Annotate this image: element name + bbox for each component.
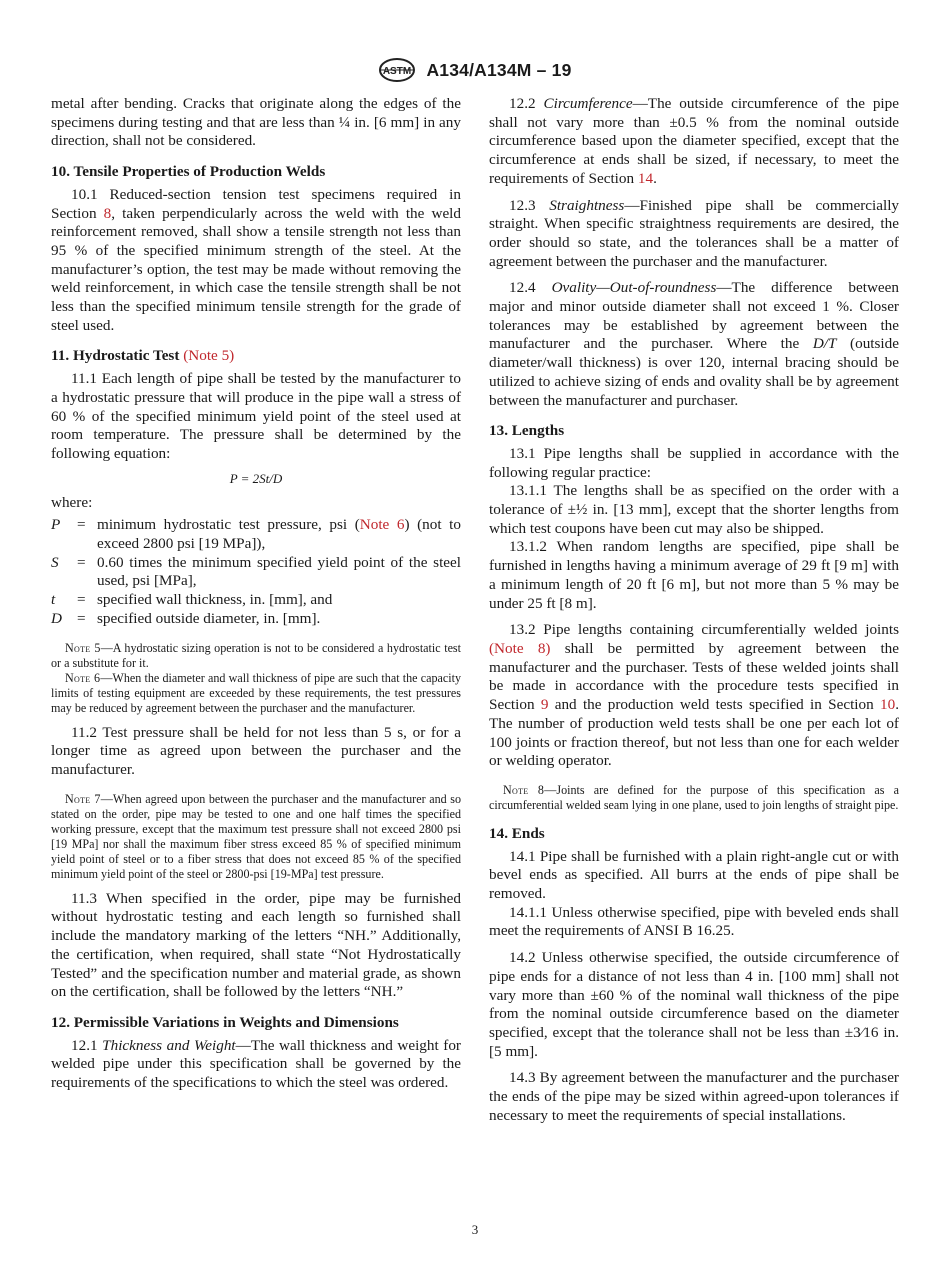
section-10-link[interactable]: 10 [880,696,896,714]
definition-s: S = 0.60 times the minimum specified yield point of the steel used, psi [MPa], [51,553,461,590]
paragraph-14-2: 14.2 Unless otherwise specified, the outside circumference of pipe ends for a distance of not less than 4 in. [100 mm] shall not vary more than ±60 % of the nominal wall thickness of the pipe from the nominal outside circumference based on the diameter specified, except that the tolerance shall not be less than ±3⁄16 in. [5 mm]. [489,949,899,1060]
paragraph-14-1-1: 14.1.1 Unless otherwise specified, pipe with beveled ends shall meet the requirements of ANSI B 16.25. [489,903,899,940]
section-8-link[interactable]: 8 [103,204,112,222]
left-column [51,95,461,1093]
section-11-heading: 11. Hydrostatic Test (Note 5) [51,347,235,365]
note-8-link[interactable]: (Note 8) [489,639,551,657]
definitions-list [51,516,461,628]
definition-t: t = specified wall thickness, in. [mm], and [51,591,333,609]
paragraph-12-3: 12.3 Straightness—Finished pipe shall be commercially straight. When specific straightness requirements are desired, the order should so state, and the tolerances shall be a matter of agreement between the purchaser and the manufacturer. [489,196,900,270]
page-number: 3 [471,1222,479,1237]
continued-paragraph: metal after bending. Cracks that originate along the edges of the specimens during testing and that are less than ¼ in. [6 mm] in any direction, shall not be considered. [51,95,461,150]
paragraph-11-1: 11.1 Each length of pipe shall be tested by the manufacturer to a hydrostatic pressure that will produce in the pipe wall a stress of 60 % of the specified minimum yield point of the steel used at room temperature. The pressure shall be determined by the following equation: [51,370,461,462]
paragraph-14-3: 14.3 By agreement between the manufacturer and the purchaser the ends of the pipe may be sized within agreed-upon tolerances if necessary to meet the requirements of special installations. [489,1069,899,1124]
section-9-link[interactable]: 9 [540,696,549,714]
paragraph-12-2: 12.2 Circumference—The outside circumference of the pipe shall not vary more than ±0.5 % from the nominal outside circumference based upon the diameter specified, except that the circumference at ends shall be sized, if necessary, to meet the requirements of Section 14. [489,95,899,187]
section-10-heading: 10. Tensile Properties of Production Welds [51,163,326,181]
paragraph-14-1: 14.1 Pipe shall be furnished with a plain right-angle cut or with bevel ends as specified. All burrs at the ends of pipe shall be removed. [489,847,899,903]
paragraph-12-4: 12.4 Ovality—Out-of-roundness—The difference between major and minor outside diameter shall not exceed 1 %. Closer tolerances may be established by agreement between the manufacturer and the purchaser. Where the D/T (outside diameter/wall thickness) is over 120, internal bracing should be utilized to achieve sizing of ends and ovality shall be by agreement between the manufacturer and purchaser. [489,279,899,409]
paragraph-13-1: 13.1 Pipe lengths shall be supplied in accordance with the following regular practice: [489,444,899,481]
definition-p: P = minimum hydrostatic test pressure, psi (Note 6) (not to exceed 2800 psi [19 MPa]), [51,516,461,553]
section-13-heading: 13. Lengths [489,422,565,440]
paragraph-13-1-1: 13.1.1 The lengths shall be as specified on the order with a tolerance of ±½ in. [13 mm], except that the shorter lengths from which test coupons have been cut may also be shipped. [489,482,899,537]
section-14-heading: 14. Ends [489,824,545,842]
page-header [0,58,950,84]
document-id: A134/A134M – 19 [426,59,572,80]
paragraph-10-1: 10.1 Reduced-section tension test specimens required in Section 8, taken perpendicularly across the weld with the weld reinforcement removed, shall show a tensile strength not less than 95 % of the specified minimum strength of the steel. At the manufacturer’s option, the test may be made without removing the weld reinforcement, in which case the tensile strength shall be not less than the specified minimum tensile strength for the grade of steel used. [51,185,461,334]
note-6: Note 6—When the diameter and wall thickness of pipe are such that the capacity limits of testing equipment are exceeded by these requirements, the test pressures may be reduced by agreement between the purchaser and the manufacturer. [51,670,461,715]
where-label: where: [51,493,93,511]
definition-d: D = specified outside diameter, in. [mm]. [51,609,321,627]
svg-text:ASTM: ASTM [383,66,412,77]
note-8: Note 8—Joints are defined for the purpose of this specification as a circumferential welded seam lying in one plane, used to join lengths of straight pipe. [489,782,899,812]
note-6-link[interactable]: Note 6 [359,516,405,534]
paragraph-11-3: 11.3 When specified in the order, pipe may be furnished without hydrostatic testing and each length so furnished shall include the mandatory marking of the letters “NH.” Additionally, the certification, when required, shall state “Not Hydrostatically Tested” and the specification number and material grade, as shown on the certification, shall be followed by the letters “NH.” [51,889,461,1001]
section-12-heading: 12. Permissible Variations in Weights and Dimensions [51,1013,399,1031]
astm-logo-icon [378,58,416,82]
note-5: Note 5—A hydrostatic sizing operation is not to be considered a hydrostatic test or a substitute for it. [51,640,461,670]
paragraph-13-1-2: 13.1.2 When random lengths are specified, pipe shall be furnished in lengths having a minimum average of 29 ft [9 m] with a minimum length of 20 ft [6 m], but not more than 5 % may be under 25 ft [8 m]. [489,538,899,612]
paragraph-12-1: 12.1 Thickness and Weight—The wall thickness and weight for welded pipe under this specification shall be governed by the requirements of the specifications to which the steel was ordered. [51,1036,461,1092]
paragraph-13-2: 13.2 Pipe lengths containing circumferentially welded joints (Note 8) shall be permitted by agreement between the manufacturer and the purchaser. Tests of these welded joints shall be made in accordance with the procedure tests specified in Section 9 and the production weld tests specified in Section 10. The number of production weld tests shall be one per each lot of 100 joints or fraction thereof, but not less than one for each welder or welding operator. [489,621,899,770]
pressure-equation: P = 2St/D [229,470,283,486]
note-5-link[interactable]: (Note 5) [183,347,235,365]
note-7: Note 7—When agreed upon between the purchaser and the manufacturer and so stated on the order, pipe may be tested to one and one half times the specified working pressure, except that the maximum test pressure shall not exceed 2800 psi [19 MPa] nor shall the maximum fiber stress exceed 85 % of specified minimum yield point of steel or to a fiber stress that does not exceed 85 % of the specified minimum yield point of the steel or 2800-psi [19-MPa] test pressure. [51,791,462,881]
paragraph-11-2: 11.2 Test pressure shall be held for not less than 5 s, or for a longer time as agreed upon between the purchaser and the manufacturer. [51,723,461,778]
section-14-link[interactable]: 14 [637,169,654,187]
right-column [489,95,899,1125]
